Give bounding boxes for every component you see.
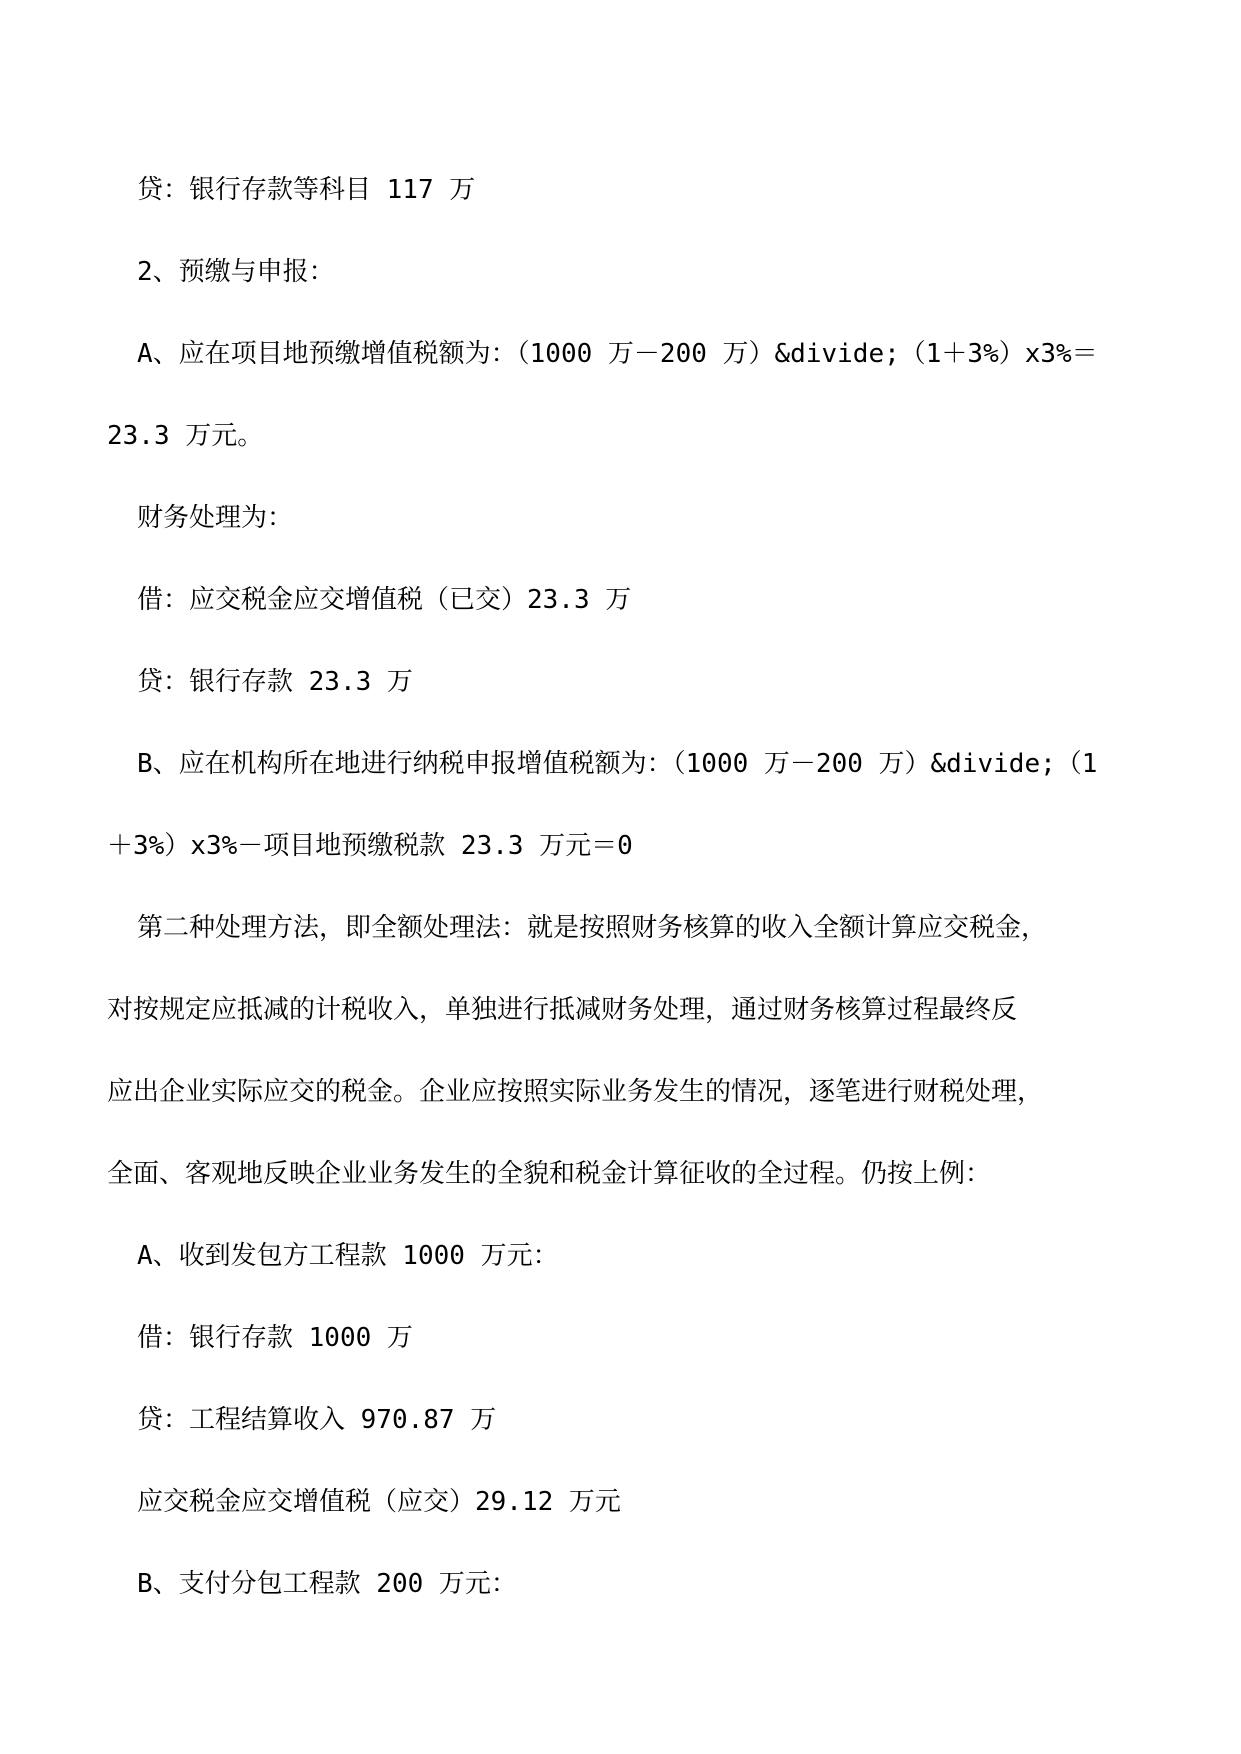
- paragraph-line: B、应在机构所在地进行纳税申报增值税额为：（1000 万－200 万）&divide;（1: [137, 749, 1098, 779]
- paragraph-line: 应出企业实际应交的税金。企业应按照实际业务发生的情况，逐笔进行财税处理，: [107, 1077, 1044, 1107]
- paragraph-line: B、支付分包工程款 200 万元：: [137, 1569, 517, 1599]
- paragraph-line: 应交税金应交增值税（应交）29.12 万元: [137, 1487, 621, 1517]
- paragraph-line: A、应在项目地预缴增值税额为：（1000 万－200 万）&divide;（1＋3%）x3%＝: [137, 339, 1098, 369]
- paragraph-line: A、收到发包方工程款 1000 万元：: [137, 1241, 559, 1271]
- paragraph-line: 全面、客观地反映企业业务发生的全貌和税金计算征收的全过程。仍按上例：: [107, 1159, 992, 1189]
- paragraph-line: 贷：银行存款 23.3 万: [137, 667, 413, 697]
- paragraph-line: 贷：银行存款等科目 117 万: [137, 175, 476, 205]
- paragraph-line: 借：银行存款 1000 万: [137, 1323, 413, 1353]
- paragraph-line: 财务处理为：: [137, 503, 294, 533]
- paragraph-line: 第二种处理方法，即全额处理法：就是按照财务核算的收入全额计算应交税金，: [137, 913, 1048, 943]
- paragraph-line: ＋3%）x3%－项目地预缴税款 23.3 万元＝0: [107, 831, 633, 861]
- paragraph-line: 借：应交税金应交增值税（已交）23.3 万: [137, 585, 632, 615]
- paragraph-line: 2、预缴与申报：: [137, 257, 335, 287]
- paragraph-line: 对按规定应抵减的计税收入，单独进行抵减财务处理，通过财务核算过程最终反: [107, 995, 1018, 1025]
- paragraph-line: 23.3 万元。: [107, 421, 264, 451]
- paragraph-line: 贷：工程结算收入 970.87 万: [137, 1405, 497, 1435]
